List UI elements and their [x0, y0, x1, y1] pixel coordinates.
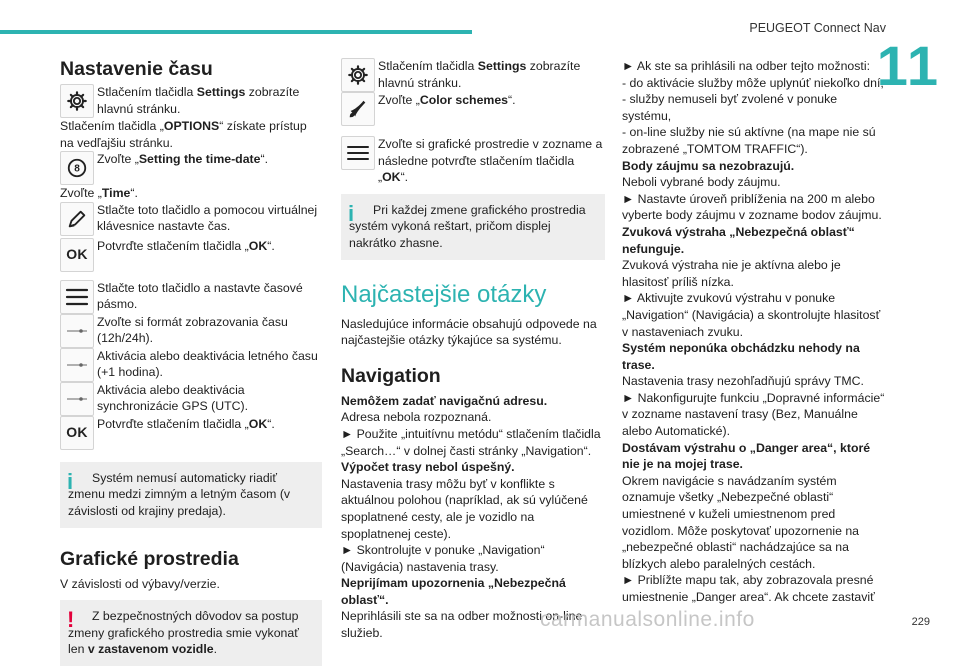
faq-question: Neprijímam upozornenia „Nebezpečná oblasť“.: [341, 576, 566, 607]
step-summer-time: Aktivácia alebo deaktivácia letného času (+1 hodina).: [60, 348, 322, 382]
faq-answer: Nastavenia trasy môžu byť v konflikte s aktuálnou polohou (napríklad, ak sú vylúčené spoplatnené cesty, ale je vozidlo na spoplatnenej ceste).: [341, 476, 588, 541]
faq-answer: ► Aktivujte zvukovú výstrahu v ponuke „Navigation“ (Navigácia) a skontrolujte hlasitosť v nastaveniach zvuku.: [622, 291, 881, 339]
info-icon: i: [67, 468, 74, 494]
step-choose-scheme: Zvoľte si grafické prostredie v zozname a následne potvrďte stlačením tlačidla „OK“.: [341, 136, 605, 186]
heading-faq: Najčastejšie otázky: [341, 280, 547, 308]
gear-icon: [60, 84, 94, 118]
info-note-time: i Systém nemusí automaticky riadiť zmenu medzi zimným a letným časom (v závislosti od krajiny predaja).: [60, 462, 322, 528]
info-icon: i: [348, 200, 355, 226]
heading-color-schemes: Grafické prostredia: [60, 547, 239, 570]
faq-question: Zvuková výstraha „Nebezpečná oblasť“ nefunguje.: [622, 224, 855, 256]
heading-navigation: Navigation: [341, 364, 441, 387]
faq-question: Nemôžem zadať navigačnú adresu.: [341, 393, 548, 408]
ok-icon: OK: [60, 238, 94, 272]
faq-question: Výpočet trasy nebol úspešný.: [341, 460, 515, 475]
gear-icon: [341, 58, 375, 92]
faq-question: Systém neponúka obchádzku nehody na trase.: [622, 341, 860, 372]
list-icon: [341, 136, 375, 170]
faq-answer: Zvuková výstraha nie je aktívna alebo je hlasitosť príliš nízka.: [622, 258, 841, 289]
time-instruction: Zvoľte „Time“.: [60, 186, 138, 201]
faq-answer: ► Použite „intuitívnu metódu“ stlačením tlačidla „Search…“ v dolnej časti stránky „Navigation“.: [341, 426, 601, 458]
faq-answer: ► Nakonfigurujte funkciu „Dopravné informácie“ v zozname nastavení trasy (Bez, Manuálne alebo Automatické).: [622, 390, 885, 439]
faq-intro: Nasledujúce informácie obsahujú odpovede na najčastejšie otázky týkajúce sa systému.: [341, 316, 597, 348]
faq-answer: Adresa nebola rozpoznaná.: [341, 410, 492, 425]
step-confirm-ok-2: OK Potvrďte stlačením tlačidla „OK“.: [60, 416, 322, 450]
faq-answer: Neboli vybrané body záujmu.: [622, 175, 781, 190]
faq-answer: ► Nastavte úroveň priblíženia na 200 m alebo vyberte body záujmu v zozname bodov záujmu.: [622, 191, 882, 223]
chapter-number: 11: [876, 34, 940, 97]
clock-8-icon: [60, 151, 94, 185]
page-number: 229: [911, 616, 930, 628]
menu-icon: [60, 280, 94, 314]
step-time-date: 8 Zvoľte „Setting the time-date“.: [60, 151, 322, 185]
column-3: [622, 50, 888, 606]
step-time-zone: Stlačte toto tlačidlo a nastavte časové pásmo.: [60, 280, 322, 314]
warning-note-color-scheme: ! Z bezpečnostných dôvodov sa postup zmeny grafického prostredia smie vykonať len v zastavenom vozidle.: [60, 600, 322, 666]
faq-question: Body záujmu sa nezobrazujú.: [622, 158, 795, 173]
faq-answer: Nastavenia trasy nezohľadňujú správy TMC.: [622, 374, 864, 389]
toggle-icon: [60, 382, 94, 416]
faq-answer: Neprihlásili ste sa na odber možnosti on-line služieb.: [341, 609, 583, 641]
step-set-time: Stlačte toto tlačidlo a pomocou virtuálnej klávesnice nastavte čas.: [60, 202, 322, 236]
faq-answer: ► Skontrolujte v ponuke „Navigation“ (Navigácia) nastavenia trasy.: [341, 543, 545, 574]
step-confirm-ok-1: OK Potvrďte stlačením tlačidla „OK“.: [60, 238, 322, 272]
column-2: [341, 50, 605, 642]
equipment-note: V závislosti od výbavy/verzie.: [60, 576, 220, 591]
svg-text:8: 8: [74, 163, 80, 175]
column-1: [60, 50, 322, 666]
step-gps-sync: Aktivácia alebo deaktivácia synchronizácie GPS (UTC).: [60, 382, 322, 416]
paint-brush-icon: [341, 92, 375, 126]
ok-icon: OK: [60, 416, 94, 450]
step-time-format: Zvoľte si formát zobrazovania času (12h/24h).: [60, 314, 322, 348]
step-settings-2: Stlačením tlačidla Settings zobrazíte hlavnú stránku.: [341, 58, 605, 92]
toggle-icon: [60, 348, 94, 382]
pencil-icon: [60, 202, 94, 236]
options-instruction: Stlačením tlačidla „OPTIONS“ získate prístup na vedľajšiu stránku.: [60, 119, 307, 150]
step-settings: Stlačením tlačidla Settings zobrazíte hlavnú stránku.: [60, 84, 322, 118]
faq-answer: Okrem navigácie s navádzaním systém oznamuje všetky „Nebezpečné oblasti“ umiestnené v kuželi umiestnenom pred vozidlom. Môže poskytovať upozornenie na „nebezpečné oblasti“ nachádzajúce sa na blízkych alebo paralelných cestách.: [622, 473, 860, 571]
warning-icon: !: [67, 607, 75, 633]
watermark: carmanualsonline.info: [540, 608, 755, 631]
faq-answer: - do aktivácie služby môže uplynúť niekoľko dní,: [622, 75, 884, 90]
faq-answer: - on-line služby nie sú aktívne (na mape nie sú zobrazené „TOMTOM TRAFFIC“).: [622, 125, 876, 156]
header-accent-bar: [0, 30, 472, 34]
step-color-schemes: Zvoľte „Color schemes“.: [341, 92, 605, 126]
info-note-restart: i Pri každej zmene grafického prostredia systém vykoná reštart, pričom displej nakrátko zhasne.: [341, 194, 605, 260]
header-title: PEUGEOT Connect Nav: [749, 21, 886, 35]
toggle-icon: [60, 314, 94, 348]
faq-answer: ► Priblížte mapu tak, aby zobrazovala presné umiestnenie „Danger area“. Ak chcete zastaviť: [622, 573, 875, 604]
faq-answer: - služby nemuseli byť zvolené v ponuke systému,: [622, 92, 838, 123]
heading-time-setting: Nastavenie času: [60, 58, 213, 80]
faq-answer: ► Ak ste sa prihlásili na odber tejto možnosti:: [622, 59, 870, 73]
faq-question: Dostávam výstrahu o „Danger area“, ktoré nie je na mojej trase.: [622, 440, 871, 472]
